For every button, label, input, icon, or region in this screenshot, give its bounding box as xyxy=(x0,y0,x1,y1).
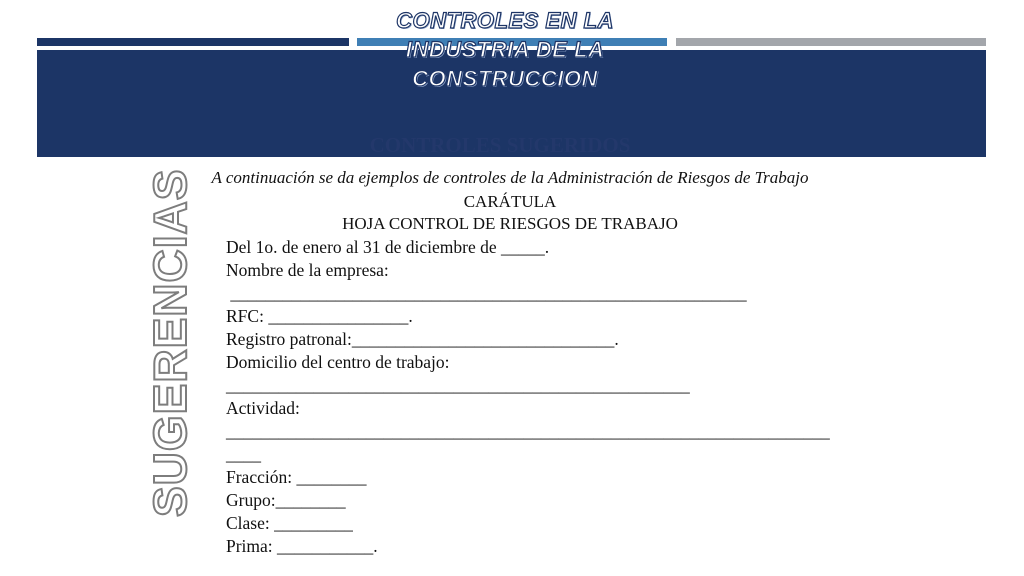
form-line-domicilio-blank: _____________________________________________________ xyxy=(226,375,690,395)
form-line-registro: Registro patronal:______________________________. xyxy=(226,329,619,349)
intro-text: A continuación se da ejemplos de controles de la Administración de Riesgos de Trabajo xyxy=(211,168,809,187)
slide-subtitle: CONTROLES SUGERIDOS xyxy=(369,133,631,157)
caratula-heading: CARÁTULA xyxy=(463,192,557,211)
form-line-date-range: Del 1o. de enero al 31 de diciembre de _____. xyxy=(226,237,550,257)
form-line-company-label: Nombre de la empresa: xyxy=(226,260,389,280)
slide-title: CONTROLES EN LA INDUSTRIA DE LA CONSTRUCCION xyxy=(396,8,614,91)
form-heading: HOJA CONTROL DE RIESGOS DE TRABAJO xyxy=(342,214,678,233)
side-label-sugerencias: SUGERENCIAS xyxy=(144,168,196,517)
form-line-fraccion: Fracción: ________ xyxy=(226,467,367,487)
form-line-actividad-blank-cont: ____ xyxy=(226,444,261,464)
form-line-clase: Clase: _________ xyxy=(226,513,353,533)
accent-bar-gray xyxy=(676,38,986,46)
form-line-actividad-blank: _____________________________________________________________________ xyxy=(226,421,830,441)
accent-bar-navy xyxy=(37,38,349,46)
form-line-rfc: RFC: ________________. xyxy=(226,306,413,326)
form-line-company-blank: ___________________________________________________________ xyxy=(226,283,747,303)
form-lines xyxy=(226,236,876,558)
form-line-actividad-label: Actividad: xyxy=(226,398,300,418)
form-line-domicilio-label: Domicilio del centro de trabajo: xyxy=(226,352,450,372)
form-line-prima: Prima: ___________. xyxy=(226,536,378,556)
form-line-grupo: Grupo:________ xyxy=(226,490,346,510)
